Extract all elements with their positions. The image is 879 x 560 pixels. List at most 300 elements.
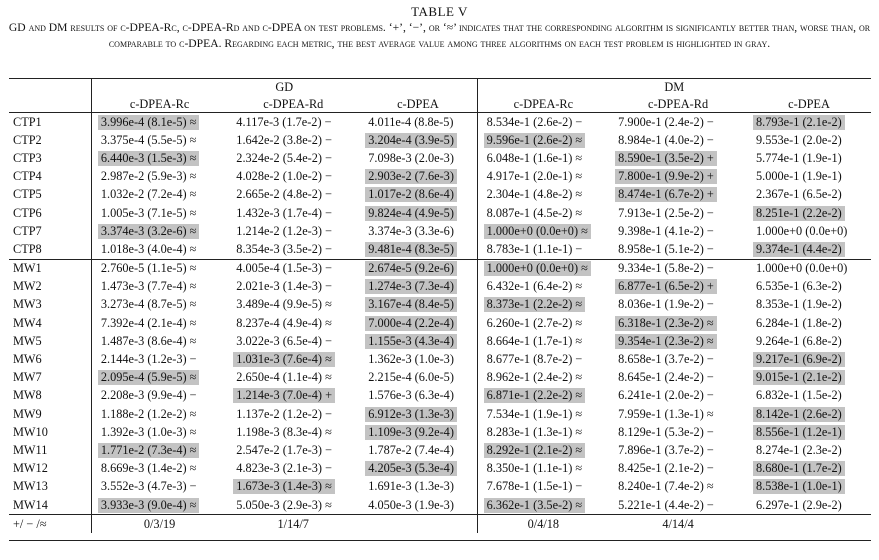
best-value-highlight: 6.912e-3 (1.3e-3) bbox=[365, 407, 457, 422]
result-cell bbox=[91, 478, 227, 496]
table-row bbox=[9, 240, 871, 259]
best-value-highlight: 1.000e+0 (0.0e+0) ≈ bbox=[484, 261, 591, 276]
result-cell bbox=[747, 186, 871, 204]
result-cell bbox=[359, 441, 477, 459]
value-text: 8.353e-1 (1.9e-2) bbox=[756, 297, 842, 312]
best-value-highlight: 7.800e-1 (9.9e-2) + bbox=[615, 169, 717, 184]
result-cell bbox=[359, 369, 477, 387]
result-cell bbox=[609, 296, 747, 314]
value-text: 7.098e-3 (2.0e-3) bbox=[368, 150, 454, 165]
table-row bbox=[9, 478, 871, 496]
result-cell bbox=[91, 222, 227, 240]
result-cell bbox=[359, 296, 477, 314]
value-text: 1.005e-3 (7.1e-5) ≈ bbox=[100, 205, 197, 220]
result-cell bbox=[227, 496, 359, 515]
value-text: 1.362e-3 (1.0e-3) bbox=[368, 352, 454, 367]
result-cell bbox=[747, 204, 871, 222]
result-cell bbox=[227, 131, 359, 149]
value-text: 6.297e-1 (2.9e-2) bbox=[756, 497, 842, 512]
best-value-highlight: 2.674e-5 (9.2e-6) bbox=[365, 261, 457, 276]
best-value-highlight: 1.673e-3 (1.4e-3) ≈ bbox=[233, 479, 335, 494]
problem-name: MW14 bbox=[9, 496, 91, 515]
result-cell bbox=[359, 496, 477, 515]
table-row bbox=[9, 204, 871, 222]
problem-name: MW3 bbox=[9, 296, 91, 314]
table-row bbox=[9, 186, 871, 204]
value-text: 9.553e-1 (2.0e-2) bbox=[756, 132, 842, 147]
problem-name: MW6 bbox=[9, 350, 91, 368]
value-text: 2.547e-2 (1.7e-3) − bbox=[236, 442, 333, 457]
result-cell bbox=[747, 278, 871, 296]
problem-name: MW7 bbox=[9, 369, 91, 387]
result-cell bbox=[747, 168, 871, 186]
value-text: 1.018e-3 (4.0e-4) ≈ bbox=[100, 241, 197, 256]
value-text: 5.774e-1 (1.9e-1) bbox=[756, 150, 842, 165]
result-cell bbox=[609, 168, 747, 186]
result-cell bbox=[609, 423, 747, 441]
result-cell bbox=[91, 296, 227, 314]
value-text: 5.000e-1 (1.9e-1) bbox=[756, 169, 842, 184]
result-cell bbox=[227, 204, 359, 222]
value-text: 8.240e-1 (7.4e-2) ≈ bbox=[618, 479, 714, 494]
best-value-highlight: 9.596e-1 (2.6e-2) ≈ bbox=[484, 133, 586, 148]
best-value-highlight: 3.204e-4 (3.9e-5) bbox=[365, 133, 457, 148]
result-cell bbox=[477, 186, 609, 204]
result-cell bbox=[227, 113, 359, 132]
table-row bbox=[9, 113, 871, 132]
value-text: 2.650e-4 (1.1e-4) ≈ bbox=[236, 370, 332, 385]
table-row bbox=[9, 423, 871, 441]
value-text: 5.221e-1 (4.4e-2) − bbox=[618, 497, 714, 512]
value-text: 8.274e-1 (2.3e-2) bbox=[756, 442, 842, 457]
problem-name: MW11 bbox=[9, 441, 91, 459]
result-cell bbox=[359, 149, 477, 167]
result-cell bbox=[91, 369, 227, 387]
table-row bbox=[9, 405, 871, 423]
result-cell bbox=[91, 350, 227, 368]
result-cell bbox=[609, 369, 747, 387]
problem-name: CTP4 bbox=[9, 168, 91, 186]
value-text: 1.787e-2 (7.4e-4) bbox=[368, 442, 454, 457]
result-cell bbox=[609, 113, 747, 132]
gd-group-header: GD bbox=[91, 79, 477, 97]
result-cell bbox=[227, 369, 359, 387]
result-cell bbox=[477, 113, 609, 132]
value-text: 8.669e-3 (1.4e-2) ≈ bbox=[100, 461, 197, 476]
value-text: 9.398e-1 (4.1e-2) − bbox=[618, 223, 714, 238]
value-text: 2.208e-3 (9.9e-4) − bbox=[100, 388, 197, 403]
problem-name: MW1 bbox=[9, 259, 91, 278]
result-cell bbox=[477, 332, 609, 350]
result-cell bbox=[91, 186, 227, 204]
best-value-highlight: 8.680e-1 (1.7e-2) bbox=[753, 461, 845, 476]
problem-name: MW5 bbox=[9, 332, 91, 350]
caption-text: GD and DM results of c-DPEA-Rc, c-DPEA-Rd and c-DPEA on test problems. ‘+’, ‘−’, or ‘≈’ indicates that the corresponding algorithm is significantly better than, worse than, or comparable to c-DPEA. Regarding each metric, the best average value among three algorithms on each test problem is highlighted in gray. bbox=[8, 21, 871, 50]
table-row bbox=[9, 131, 871, 149]
value-text: 9.264e-1 (6.8e-2) bbox=[756, 333, 842, 348]
result-cell bbox=[359, 350, 477, 368]
value-text: 1.214e-2 (1.2e-3) − bbox=[236, 223, 333, 238]
best-value-highlight: 8.538e-1 (1.0e-1) bbox=[753, 479, 845, 494]
value-text: 8.283e-1 (1.3e-1) ≈ bbox=[486, 424, 583, 439]
value-text: 7.896e-1 (3.7e-2) − bbox=[618, 442, 714, 457]
value-text: 8.962e-1 (2.4e-2) ≈ bbox=[486, 370, 583, 385]
best-value-highlight: 6.871e-1 (2.2e-2) ≈ bbox=[484, 388, 586, 403]
value-text: 1.000e+0 (0.0e+0) bbox=[756, 223, 848, 238]
result-cell bbox=[359, 278, 477, 296]
best-value-highlight: 9.481e-4 (8.3e-5) bbox=[365, 242, 457, 257]
summary-gd-rd: 1/14/7 bbox=[227, 515, 359, 534]
value-text: 8.354e-3 (3.5e-2) − bbox=[236, 241, 333, 256]
result-cell bbox=[359, 478, 477, 496]
value-text: 1.188e-2 (1.2e-2) ≈ bbox=[100, 406, 197, 421]
value-text: 6.535e-1 (6.3e-2) bbox=[756, 279, 842, 294]
gd-col-dpea: c-DPEA bbox=[359, 96, 477, 113]
result-cell bbox=[747, 460, 871, 478]
result-cell bbox=[609, 496, 747, 515]
table-row bbox=[9, 278, 871, 296]
value-text: 2.021e-3 (1.4e-3) − bbox=[236, 279, 333, 294]
caption-title: TABLE V bbox=[411, 4, 468, 19]
table-caption bbox=[0, 4, 879, 51]
best-value-highlight: 3.996e-4 (8.1e-5) ≈ bbox=[98, 115, 200, 130]
bottom-rule bbox=[9, 540, 871, 541]
best-value-highlight: 9.374e-1 (4.4e-2) bbox=[753, 242, 845, 257]
best-value-highlight: 8.474e-1 (6.7e-2) + bbox=[615, 187, 717, 202]
value-text: 8.645e-1 (2.4e-2) − bbox=[618, 370, 714, 385]
result-cell bbox=[227, 314, 359, 332]
result-cell bbox=[477, 350, 609, 368]
result-cell bbox=[609, 204, 747, 222]
value-text: 8.237e-4 (4.9e-4) ≈ bbox=[236, 315, 332, 330]
problem-name: CTP5 bbox=[9, 186, 91, 204]
result-cell bbox=[477, 259, 609, 278]
problem-name: MW9 bbox=[9, 405, 91, 423]
result-cell bbox=[609, 441, 747, 459]
result-cell bbox=[609, 405, 747, 423]
result-cell bbox=[477, 460, 609, 478]
value-text: 8.350e-1 (1.1e-1) ≈ bbox=[486, 461, 583, 476]
best-value-highlight: 1.109e-3 (9.2e-4) bbox=[365, 425, 457, 440]
result-cell bbox=[91, 423, 227, 441]
best-value-highlight: 7.000e-4 (2.2e-4) bbox=[365, 316, 457, 331]
value-text: 3.552e-3 (4.7e-3) − bbox=[100, 479, 197, 494]
value-text: 4.005e-4 (1.5e-3) − bbox=[236, 261, 333, 276]
value-text: 8.783e-1 (1.1e-1) − bbox=[486, 241, 583, 256]
result-cell bbox=[609, 314, 747, 332]
value-text: 6.432e-1 (6.4e-2) ≈ bbox=[486, 279, 583, 294]
value-text: 3.374e-3 (3.3e-6) bbox=[368, 223, 454, 238]
best-value-highlight: 4.205e-3 (5.3e-4) bbox=[365, 461, 457, 476]
result-cell bbox=[609, 186, 747, 204]
result-cell bbox=[477, 496, 609, 515]
result-cell bbox=[747, 441, 871, 459]
result-cell bbox=[227, 186, 359, 204]
result-cell bbox=[359, 186, 477, 204]
result-cell bbox=[227, 278, 359, 296]
result-cell bbox=[477, 278, 609, 296]
value-text: 1.198e-3 (8.3e-4) ≈ bbox=[236, 424, 332, 439]
value-text: 6.260e-1 (2.7e-2) ≈ bbox=[486, 315, 583, 330]
result-cell bbox=[477, 387, 609, 405]
result-cell bbox=[227, 441, 359, 459]
value-text: 7.913e-1 (2.5e-2) − bbox=[618, 205, 714, 220]
value-text: 1.432e-3 (1.7e-4) − bbox=[236, 205, 333, 220]
best-value-highlight: 8.556e-1 (1.2e-1) bbox=[753, 425, 845, 440]
table-row bbox=[9, 259, 871, 278]
result-cell bbox=[227, 478, 359, 496]
table-row bbox=[9, 496, 871, 515]
result-cell bbox=[477, 369, 609, 387]
best-value-highlight: 9.354e-1 (2.3e-2) ≈ bbox=[615, 334, 717, 349]
result-cell bbox=[747, 332, 871, 350]
value-text: 8.677e-1 (8.7e-2) − bbox=[486, 352, 583, 367]
dm-group-header: DM bbox=[477, 79, 871, 97]
table-row bbox=[9, 460, 871, 478]
result-cell bbox=[747, 113, 871, 132]
value-text: 7.392e-4 (2.1e-4) ≈ bbox=[100, 315, 197, 330]
summary-label: +/ − /≈ bbox=[9, 515, 91, 534]
value-text: 1.487e-3 (8.6e-4) ≈ bbox=[100, 333, 197, 348]
best-value-highlight: 2.095e-4 (5.9e-5) ≈ bbox=[98, 370, 200, 385]
result-cell bbox=[227, 240, 359, 259]
best-value-highlight: 6.440e-3 (1.5e-3) ≈ bbox=[98, 151, 200, 166]
result-cell bbox=[359, 423, 477, 441]
table-row bbox=[9, 296, 871, 314]
result-cell bbox=[609, 240, 747, 259]
value-text: 4.050e-3 (1.9e-3) bbox=[368, 497, 454, 512]
result-cell bbox=[747, 240, 871, 259]
value-text: 2.987e-2 (5.9e-3) ≈ bbox=[100, 169, 197, 184]
value-text: 8.658e-1 (3.7e-2) − bbox=[618, 352, 714, 367]
best-value-highlight: 8.590e-1 (3.5e-2) + bbox=[615, 151, 717, 166]
result-cell bbox=[359, 259, 477, 278]
result-cell bbox=[609, 350, 747, 368]
best-value-highlight: 3.167e-4 (8.4e-5) bbox=[365, 297, 457, 312]
best-value-highlight: 1.017e-2 (8.6e-4) bbox=[365, 187, 457, 202]
result-cell bbox=[609, 222, 747, 240]
result-cell bbox=[91, 240, 227, 259]
value-text: 2.144e-3 (1.2e-3) − bbox=[100, 352, 197, 367]
best-value-highlight: 6.318e-1 (2.3e-2) ≈ bbox=[615, 316, 717, 331]
value-text: 7.900e-1 (2.4e-2) − bbox=[618, 114, 714, 129]
result-cell bbox=[609, 387, 747, 405]
value-text: 4.917e-1 (2.0e-1) ≈ bbox=[486, 169, 583, 184]
result-cell bbox=[609, 131, 747, 149]
best-value-highlight: 1.031e-3 (7.6e-4) ≈ bbox=[233, 352, 335, 367]
result-cell bbox=[227, 460, 359, 478]
value-text: 2.215e-4 (6.0e-5) bbox=[368, 370, 454, 385]
value-text: 3.375e-4 (5.5e-5) ≈ bbox=[100, 132, 197, 147]
result-cell bbox=[227, 222, 359, 240]
problem-name: MW2 bbox=[9, 278, 91, 296]
problem-name: CTP8 bbox=[9, 240, 91, 259]
result-cell bbox=[609, 332, 747, 350]
result-cell bbox=[359, 314, 477, 332]
value-text: 2.760e-5 (1.1e-5) ≈ bbox=[100, 261, 197, 276]
value-text: 7.678e-1 (1.5e-1) − bbox=[486, 479, 583, 494]
result-cell bbox=[609, 149, 747, 167]
result-cell bbox=[227, 332, 359, 350]
result-cell bbox=[359, 405, 477, 423]
result-cell bbox=[359, 204, 477, 222]
best-value-highlight: 8.793e-1 (2.1e-2) bbox=[753, 115, 845, 130]
result-cell bbox=[477, 131, 609, 149]
value-text: 6.048e-1 (1.6e-1) ≈ bbox=[486, 150, 583, 165]
value-text: 8.664e-1 (1.7e-1) ≈ bbox=[486, 333, 583, 348]
value-text: 5.050e-3 (2.9e-3) ≈ bbox=[236, 497, 332, 512]
table-row bbox=[9, 332, 871, 350]
result-cell bbox=[91, 278, 227, 296]
value-text: 2.665e-2 (4.8e-2) − bbox=[236, 187, 333, 202]
result-cell bbox=[477, 296, 609, 314]
value-text: 7.959e-1 (1.3e-1) ≈ bbox=[618, 406, 714, 421]
result-cell bbox=[91, 405, 227, 423]
result-cell bbox=[477, 478, 609, 496]
result-cell bbox=[91, 332, 227, 350]
result-cell bbox=[359, 240, 477, 259]
summary-dm-rd: 4/14/4 bbox=[609, 515, 747, 534]
value-text: 4.028e-2 (1.0e-2) − bbox=[236, 169, 333, 184]
value-text: 9.334e-1 (5.8e-2) − bbox=[618, 261, 714, 276]
result-cell bbox=[91, 496, 227, 515]
value-text: 4.823e-3 (2.1e-3) − bbox=[236, 461, 333, 476]
result-cell bbox=[359, 113, 477, 132]
best-value-highlight: 6.362e-1 (3.5e-2) ≈ bbox=[484, 498, 586, 513]
problem-name: CTP7 bbox=[9, 222, 91, 240]
dm-col-dpea: c-DPEA bbox=[747, 96, 871, 113]
result-cell bbox=[747, 296, 871, 314]
result-cell bbox=[91, 460, 227, 478]
value-text: 6.832e-1 (1.5e-2) bbox=[756, 388, 842, 403]
result-cell bbox=[477, 423, 609, 441]
problem-name: CTP6 bbox=[9, 204, 91, 222]
value-text: 3.273e-4 (8.7e-5) ≈ bbox=[100, 297, 197, 312]
value-text: 1.032e-2 (7.2e-4) ≈ bbox=[100, 187, 197, 202]
best-value-highlight: 9.217e-1 (6.9e-2) bbox=[753, 352, 845, 367]
value-text: 6.284e-1 (1.8e-2) bbox=[756, 315, 842, 330]
result-cell bbox=[609, 278, 747, 296]
table-row bbox=[9, 387, 871, 405]
table-row bbox=[9, 222, 871, 240]
result-cell bbox=[747, 259, 871, 278]
value-text: 2.324e-2 (5.4e-2) − bbox=[236, 150, 333, 165]
result-cell bbox=[91, 168, 227, 186]
result-cell bbox=[747, 314, 871, 332]
result-cell bbox=[359, 460, 477, 478]
results-table bbox=[9, 78, 871, 533]
result-cell bbox=[747, 369, 871, 387]
best-value-highlight: 1.771e-2 (7.3e-4) ≈ bbox=[98, 443, 200, 458]
result-cell bbox=[359, 332, 477, 350]
best-value-highlight: 8.292e-1 (2.1e-2) ≈ bbox=[484, 443, 586, 458]
result-cell bbox=[477, 204, 609, 222]
table-row bbox=[9, 314, 871, 332]
result-cell bbox=[91, 314, 227, 332]
best-value-highlight: 9.824e-4 (4.9e-5) bbox=[365, 206, 457, 221]
best-value-highlight: 6.877e-1 (6.5e-2) + bbox=[615, 279, 717, 294]
result-cell bbox=[609, 259, 747, 278]
value-text: 8.984e-1 (4.0e-2) − bbox=[618, 132, 714, 147]
result-cell bbox=[359, 131, 477, 149]
value-text: 1.691e-3 (1.3e-3) bbox=[368, 479, 454, 494]
result-cell bbox=[477, 240, 609, 259]
value-text: 8.036e-1 (1.9e-2) − bbox=[618, 297, 714, 312]
problem-name: MW10 bbox=[9, 423, 91, 441]
best-value-highlight: 1.155e-3 (4.3e-4) bbox=[365, 334, 457, 349]
value-text: 2.367e-1 (6.5e-2) bbox=[756, 187, 842, 202]
value-text: 7.534e-1 (1.9e-1) ≈ bbox=[486, 406, 583, 421]
best-value-highlight: 8.142e-1 (2.6e-2) bbox=[753, 407, 845, 422]
result-cell bbox=[477, 168, 609, 186]
value-text: 8.534e-1 (2.6e-2) − bbox=[486, 114, 583, 129]
result-cell bbox=[227, 259, 359, 278]
value-text: 1.642e-2 (3.8e-2) − bbox=[236, 132, 333, 147]
best-value-highlight: 1.274e-3 (7.3e-4) bbox=[365, 279, 457, 294]
value-text: 1.137e-2 (1.2e-2) − bbox=[236, 406, 333, 421]
best-value-highlight: 3.374e-3 (3.2e-6) ≈ bbox=[98, 224, 200, 239]
best-value-highlight: 2.903e-2 (7.6e-3) bbox=[365, 169, 457, 184]
result-cell bbox=[747, 149, 871, 167]
result-cell bbox=[747, 131, 871, 149]
table-row bbox=[9, 441, 871, 459]
value-text: 1.392e-3 (1.0e-3) ≈ bbox=[100, 424, 197, 439]
summary-gd-rc: 0/3/19 bbox=[91, 515, 227, 534]
result-cell bbox=[477, 314, 609, 332]
result-cell bbox=[359, 222, 477, 240]
value-text: 2.304e-1 (4.8e-2) ≈ bbox=[486, 187, 583, 202]
problem-name: CTP2 bbox=[9, 131, 91, 149]
best-value-highlight: 8.373e-1 (2.2e-2) ≈ bbox=[484, 297, 586, 312]
problem-name: MW8 bbox=[9, 387, 91, 405]
result-cell bbox=[227, 149, 359, 167]
value-text: 4.011e-4 (8.8e-5) bbox=[368, 114, 454, 129]
summary-dm-rc: 0/4/18 bbox=[477, 515, 609, 534]
result-cell bbox=[227, 405, 359, 423]
result-cell bbox=[91, 131, 227, 149]
result-cell bbox=[91, 204, 227, 222]
table-row bbox=[9, 149, 871, 167]
problem-name: CTP3 bbox=[9, 149, 91, 167]
dm-col-rd: c-DPEA-Rd bbox=[609, 96, 747, 113]
result-cell bbox=[747, 423, 871, 441]
table-row bbox=[9, 350, 871, 368]
result-cell bbox=[747, 496, 871, 515]
value-text: 8.425e-1 (2.1e-2) − bbox=[618, 461, 714, 476]
result-cell bbox=[747, 350, 871, 368]
best-value-highlight: 8.251e-1 (2.2e-2) bbox=[753, 206, 845, 221]
result-cell bbox=[227, 387, 359, 405]
result-cell bbox=[747, 387, 871, 405]
value-text: 1.473e-3 (7.7e-4) ≈ bbox=[100, 279, 197, 294]
table-row bbox=[9, 168, 871, 186]
result-cell bbox=[747, 222, 871, 240]
value-text: 8.129e-1 (5.3e-2) − bbox=[618, 424, 714, 439]
result-cell bbox=[91, 149, 227, 167]
result-cell bbox=[609, 478, 747, 496]
result-cell bbox=[359, 387, 477, 405]
value-text: 1.000e+0 (0.0e+0) bbox=[756, 261, 848, 276]
value-text: 4.117e-3 (1.7e-2) − bbox=[236, 114, 332, 129]
result-cell bbox=[477, 149, 609, 167]
result-cell bbox=[227, 296, 359, 314]
result-cell bbox=[227, 168, 359, 186]
table-row bbox=[9, 369, 871, 387]
best-value-highlight: 3.933e-3 (9.0e-4) ≈ bbox=[98, 498, 200, 513]
value-text: 8.958e-1 (5.1e-2) − bbox=[618, 241, 714, 256]
best-value-highlight: 1.000e+0 (0.0e+0) ≈ bbox=[484, 224, 591, 239]
problem-name: CTP1 bbox=[9, 113, 91, 132]
